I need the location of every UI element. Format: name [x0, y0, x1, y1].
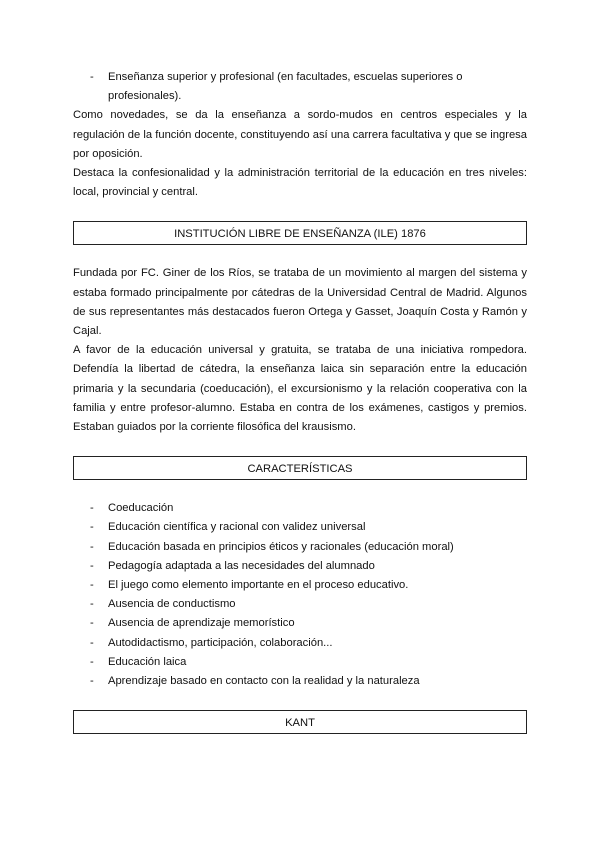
bullet-dash: - [90, 71, 94, 83]
list-item: - El juego como elemento importante en el proceso educativo. [90, 579, 409, 592]
list-item: - Aprendizaje basado en contacto con la realidad y la naturaleza [90, 675, 420, 688]
list-item: - Educación laica [90, 655, 187, 668]
list-item: - Ausencia de aprendizaje memorístico [90, 617, 295, 630]
section-heading-kant: KANT [73, 710, 527, 734]
list-item: - Autodidactismo, participación, colaboración... [90, 636, 333, 649]
list-item: - Pedagogía adaptada a las necesidades del alumnado [90, 559, 375, 572]
list-item: - Coeducación [90, 502, 174, 515]
ile-paragraph-fundada: Fundada por FC. Giner de los Ríos, se trataba de un movimiento al margen del sistema y estaba formado principalmente por cátedras de la Universidad Central de Madrid. Algunos de sus representantes más destacados fueron Ortega y Gasset, Joaquín Costa y Ramón y Cajal. [73, 267, 527, 338]
intro-bullet-text: Enseñanza superior y profesional (en facultades, escuelas superiores o profesionales). [108, 71, 463, 103]
list-item: - Educación científica y racional con validez universal [90, 521, 366, 534]
caracteristicas-list [73, 499, 527, 691]
section-heading-ile: INSTITUCIÓN LIBRE DE ENSEÑANZA (ILE) 1876 [73, 221, 527, 245]
document-content [73, 68, 527, 734]
intro-bullet [73, 68, 527, 106]
list-item: - Ausencia de conductismo [90, 598, 236, 611]
intro-paragraph-novedades: Como novedades, se da la enseñanza a sordo-mudos en centros especiales y la regulación de la función docente, constituyendo así una carrera facultativa y que se ingresa por oposición. [73, 109, 527, 160]
intro-paragraph-confesionalidad: Destaca la confesionalidad y la administración territorial de la educación en tres niveles: local, provincial y central. [73, 167, 527, 199]
ile-paragraph-favor: A favor de la educación universal y gratuita, se trataba de una iniciativa rompedora. Defendía la libertad de cátedra, la enseñanza laica sin separación entre la educación primaria y la secundaria (coeducación), el excursionismo y la relación cooperativa con la familia y entre profesor-alumno. Estaba en contra de los exámenes, castigos y premios. Estaban guiados por la corriente filosófica del krausismo. [73, 344, 527, 434]
list-item: - Educación basada en principios éticos y racionales (educación moral) [90, 540, 454, 553]
section-heading-caracteristicas: CARACTERÍSTICAS [73, 456, 527, 480]
